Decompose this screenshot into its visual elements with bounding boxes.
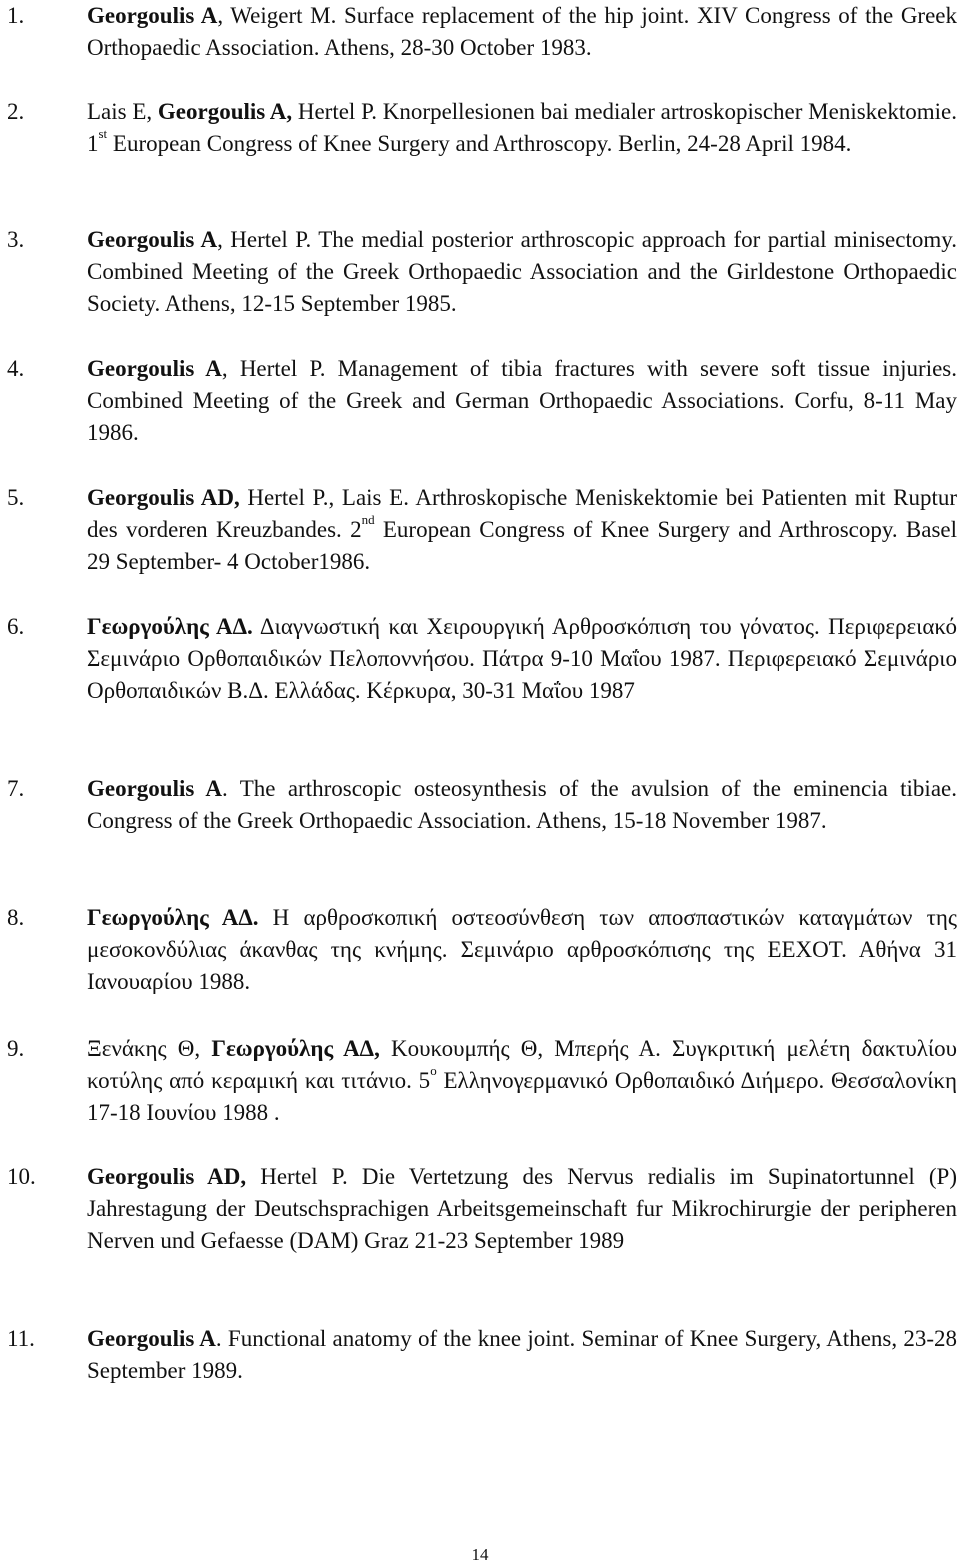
- reference-author-highlight: Georgoulis A,: [157, 99, 293, 124]
- reference-item: [0, 773, 957, 837]
- reference-author-highlight: Georgoulis A: [87, 776, 223, 801]
- reference-item: [0, 482, 957, 578]
- ordinal-superscript: st: [98, 126, 108, 142]
- reference-text: Κουκουμπής Θ, Μπερής Α. Συγκριτική μελέτη δακτυλίου κοτύλης από κεραμική και τιτάνιο. 5: [87, 1036, 958, 1093]
- ordinal-superscript: ο: [430, 1063, 437, 1079]
- reference-text: European Congress of Knee Surgery and Arthroscopy. Berlin, 24-28 April 1984.: [107, 131, 852, 156]
- reference-number: 6.: [7, 614, 25, 639]
- reference-author-highlight: Georgoulis A: [87, 227, 218, 252]
- reference-number: 9.: [7, 1036, 25, 1061]
- reference-author-highlight: Georgoulis A: [87, 1326, 216, 1351]
- reference-author-highlight: Georgoulis AD,: [87, 1164, 247, 1189]
- reference-item: [0, 96, 957, 160]
- ordinal-superscript: nd: [361, 512, 375, 528]
- reference-text: Η αρθροσκοπική οστεοσύνθεση των αποσπαστικών καταγμάτων της μεσοκονδύλιας άκανθας της κνήμης. Σεμινάριο αρθροσκόπισης της ΕΕΧΟΤ. Αθήνα 31 Ιανουαρίου 1988.: [87, 905, 957, 994]
- reference-item: [0, 902, 957, 998]
- reference-author-highlight: Γεωργούλης ΑΔ.: [87, 905, 259, 930]
- reference-item: [0, 1033, 957, 1129]
- reference-text: Ελληνογερμανικό Ορθοπαιδικό Διήμερο. Θεσσαλονίκη 17-18 Ιουνίου 1988 .: [87, 1068, 958, 1125]
- reference-author-highlight: Georgoulis A: [87, 356, 222, 381]
- reference-number: 3.: [7, 227, 25, 252]
- reference-number: 11.: [7, 1326, 35, 1351]
- reference-number: 7.: [7, 776, 25, 801]
- reference-text: Hertel P. Knorpellesionen bai medialer artroskopischer Meniskektomie. 1: [87, 99, 958, 156]
- reference-text: , Hertel P. The medial posterior arthroscopic approach for partial minisectomy. Combined Meeting of the Greek Orthopaedic Association and the Girldestone Orthopaedic Society. Athens, 12-15 September 1985.: [87, 227, 957, 316]
- reference-number: 5.: [7, 485, 25, 510]
- page-number: 14: [471, 1545, 489, 1564]
- reference-author-highlight: Georgoulis A: [87, 3, 218, 28]
- reference-number: 4.: [7, 356, 25, 381]
- reference-text: Ξενάκης Θ,: [87, 1036, 212, 1061]
- reference-author-highlight: Γεωργούλης ΑΔ.: [87, 614, 253, 639]
- reference-text: , Hertel P. Management of tibia fractures with severe soft tissue injuries. Combined Meeting of the Greek and German Orthopaedic Associations. Corfu, 8-11 May 1986.: [87, 356, 958, 445]
- reference-author-highlight: Georgoulis AD,: [87, 485, 240, 510]
- reference-item: [0, 0, 957, 64]
- reference-item: [0, 1323, 957, 1387]
- reference-number: 1.: [7, 3, 25, 28]
- reference-text: Hertel P. Die Vertetzung des Nervus redialis im Supinatortunnel (P) Jahrestagung der Deutschsprachigen Arbeitsgemeinschaft fur Mikrochirurgie der peripheren Nerven und Gefaesse (DAM) Graz 21-23 September 1989: [87, 1164, 957, 1253]
- reference-text: . Functional anatomy of the knee joint. Seminar of Knee Surgery, Athens, 23-28 September 1989.: [87, 1326, 958, 1383]
- reference-item: [0, 611, 957, 707]
- reference-number: 2.: [7, 99, 25, 124]
- reference-number: 10.: [7, 1164, 36, 1189]
- reference-item: [0, 1161, 957, 1257]
- reference-text: . The arthroscopic osteosynthesis of the avulsion of the eminencia tibiae. Congress of the Greek Orthopaedic Association. Athens, 15-18 November 1987.: [87, 776, 957, 833]
- reference-item: [0, 353, 957, 449]
- reference-text: Lais E,: [87, 99, 158, 124]
- reference-text: Διαγνωστική και Χειρουργική Αρθροσκόπιση του γόνατος. Περιφερειακό Σεμινάριο Ορθοπαιδικών Πελοποννήσου. Πάτρα 9-10 Μαΐου 1987. Περιφερειακό Σεμινάριο Ορθοπαιδικών Β.Δ. Ελλάδας. Κέρκυρα, 30-31 Μαΐου 1987: [87, 614, 957, 703]
- reference-text: European Congress of Knee Surgery and Arthroscopy. Basel 29 September- 4 October1986.: [87, 517, 957, 574]
- reference-item: [0, 224, 957, 320]
- reference-text: Hertel P., Lais E. Arthroskopische Meniskektomie bei Patienten mit Ruptur des vorderen Kreuzbandes. 2: [87, 485, 958, 542]
- reference-text: , Weigert M. Surface replacement of the hip joint. XIV Congress of the Greek Orthopaedic Association. Athens, 28-30 October 1983.: [87, 3, 958, 60]
- reference-author-highlight: Γεωργούλης ΑΔ,: [211, 1036, 380, 1061]
- reference-number: 8.: [7, 905, 25, 930]
